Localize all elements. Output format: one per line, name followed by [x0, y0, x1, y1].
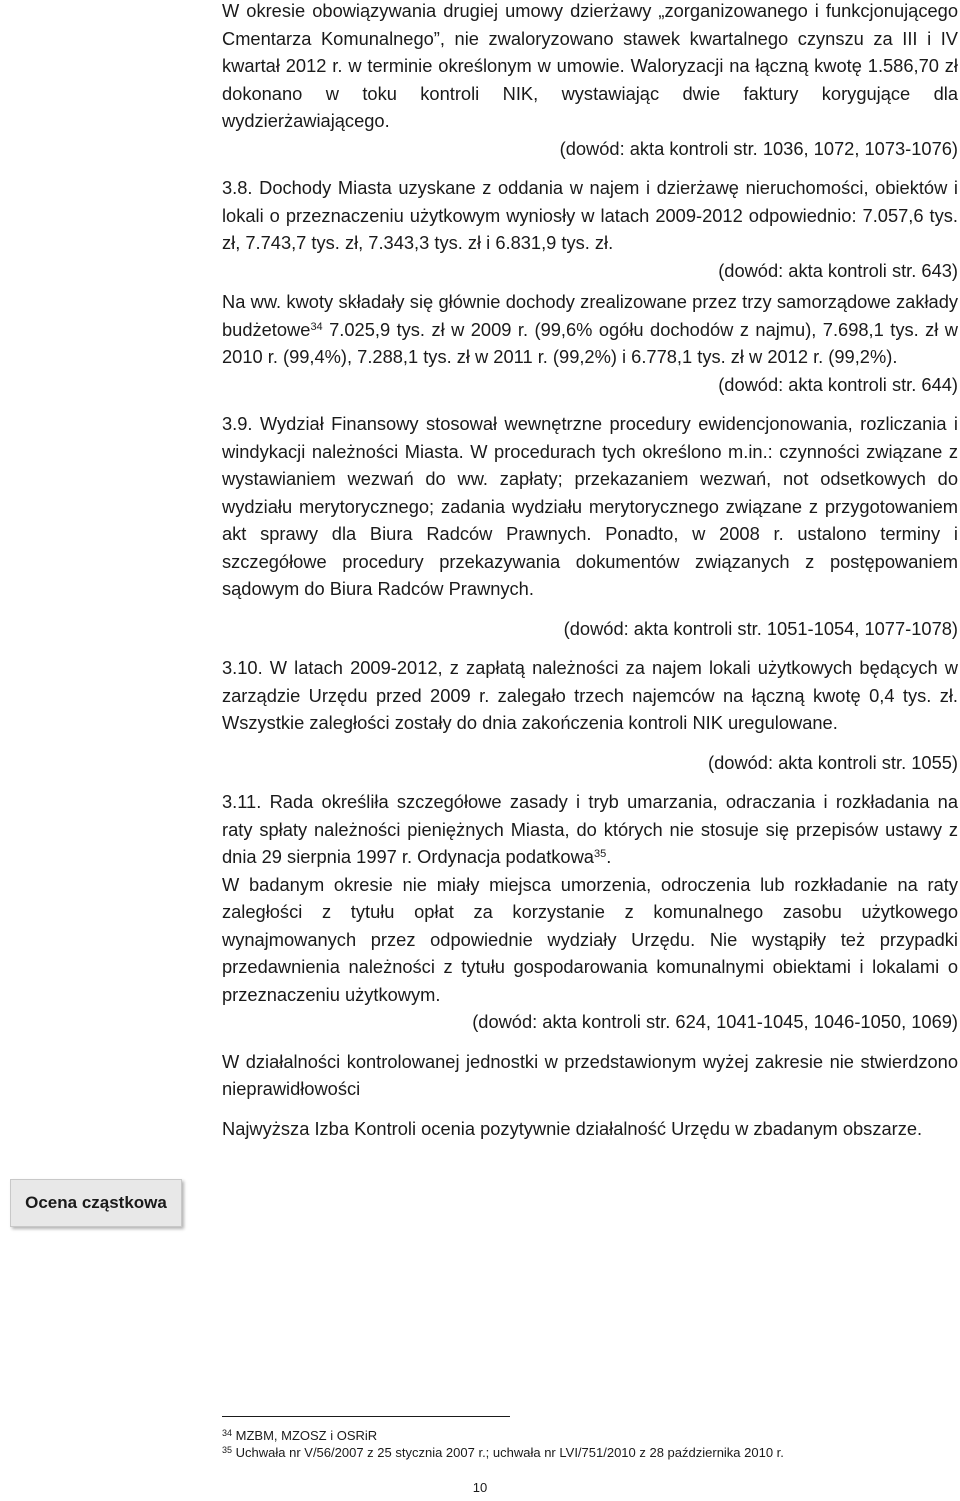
paragraph-text-continued: .: [606, 846, 612, 867]
evidence-citation: (dowód: akta kontroli str. 644): [718, 373, 958, 395]
paragraph-no-remissions: W badanym okresie nie miały miejsca umorzenia, odroczenia lub rozkładanie na raty zaległości z tytułu opłat za korzystanie z komunalnego zasobu użytkowego wynajmowanych przez odpowiednie wydziały Urzędu. Nie wystąpiły też przypadki przedawnienia należności z tytułu gospodarowania komunalnymi obiektami i lokalami o przeznaczeniu użytkowym.: [222, 873, 958, 1005]
paragraph-text-continued: 7.025,9 tys. zł w 2009 r. (99,6% ogółu dochodów z najmu), 7.698,1 tys. zł w 2010 r. (99,4%), 7.288,1 tys. zł w 2011 r. (99,2%) i 6.778,1 tys. zł w 2012 r. (99,2%).: [222, 318, 958, 367]
paragraph-budget-units: [222, 288, 958, 371]
footnote-text: MZBM, MZOSZ i OSRiR: [235, 1428, 378, 1443]
paragraph-text: Na ww. kwoty składały się głównie dochody zrealizowane przez trzy samorządowe zakłady budżetowe: [222, 291, 958, 340]
paragraph-no-irregularities: W działalności kontrolowanej jednostki w przedstawionym wyżej zakresie nie stwierdzono nieprawidłowości: [222, 1050, 958, 1099]
footnote-ref-35[interactable]: 35: [593, 848, 607, 860]
footnote-ref-34[interactable]: 34: [310, 320, 323, 333]
page-number: 10: [472, 1480, 488, 1495]
evidence-citation: (dowód: akta kontroli str. 624, 1041-1045, 1046-1050, 1069): [472, 1011, 958, 1032]
footnote-number: 34: [222, 1428, 233, 1438]
footnote-number: 35: [222, 1445, 233, 1455]
paragraph-cemetery-lease: W okresie obowiązywania drugiej umowy dzierżawy „zorganizowanego i funkcjonującego Cmentarza Komunalnego”, nie zwaloryzowano stawek kwartalnego czynszu za III i IV kwartał 2012 r. w terminie określonym w umowie. Waloryzacji na łączną kwotę 1.586,70 zł dokonano w toku kontroli NIK, wystawiając dwie faktury korygujące dla wydzierżawiającego.: [222, 0, 958, 131]
report-body: [222, 0, 958, 1142]
footnote-35: [222, 1444, 784, 1461]
evidence-citation: (dowód: akta kontroli str. 643): [718, 259, 958, 281]
footnote-34: [222, 1427, 784, 1444]
paragraph-nik-assessment: Najwyższa Izba Kontroli ocenia pozytywnie działalność Urzędu w zbadanym obszarze.: [222, 1117, 923, 1139]
partial-assessment-label: Ocena cząstkowa: [10, 1179, 182, 1227]
paragraph-3-11-rules: [222, 788, 958, 871]
evidence-citation: (dowód: akta kontroli str. 1036, 1072, 1073-1076): [559, 137, 958, 159]
footnotes: [222, 1427, 784, 1461]
footnote-text: Uchwała nr V/56/2007 z 25 stycznia 2007 r.; uchwała nr LVI/751/2010 z 28 października 2010 r.: [235, 1445, 784, 1460]
evidence-citation: (dowód: akta kontroli str. 1055): [708, 751, 958, 773]
paragraph-3-9-procedures: 3.9. Wydział Finansowy stosował wewnętrzne procedury ewidencjonowania, rozliczania i windykacji należności Miasta. W procedurach tych określono m.in.: czynności związane z wystawianiem wezwań do ww. zapłaty; przekazaniem wezwań, not odsetkowych do wydziału merytorycznego; zadania wydziału merytorycznego związane z przygotowaniem akt sprawy dla Biura Radców Prawnych. Ponadto, w 2008 r. ustalono terminy i szczegółowe procedury przekazywania dokumentów związanych z postępowaniem sądowym do Biura Radców Prawnych.: [222, 413, 958, 599]
footnote-separator: [222, 1416, 510, 1417]
paragraph-3-8-income: 3.8. Dochody Miasta uzyskane z oddania w najem i dzierżawę nieruchomości, obiektów i lokali o przeznaczeniu użytkowym wyniosły w latach 2009-2012 odpowiednio: 7.057,6 tys. zł, 7.743,7 tys. zł, 7.343,3 tys. zł i 6.831,9 tys. zł.: [222, 177, 958, 253]
evidence-citation: (dowód: akta kontroli str. 1051-1054, 1077-1078): [563, 617, 958, 639]
paragraph-3-10-arrears: 3.10. W latach 2009-2012, z zapłatą należności za najem lokali użytkowych będących w zarządzie Urzędu przed 2009 r. zalegało trzech najemców na łączną kwotę 0,4 tys. zł. Wszystkie zaległości zostały do dnia zakończenia kontroli NIK uregulowane.: [222, 657, 958, 733]
paragraph-text: 3.11. Rada określiła szczegółowe zasady i tryb umarzania, odraczania i rozkładania na raty spłaty należności pieniężnych Miasta, do których nie stosuje się przepisów ustawy z dnia 29 sierpnia 1997 r. Ordynacja podatkowa: [222, 791, 958, 867]
